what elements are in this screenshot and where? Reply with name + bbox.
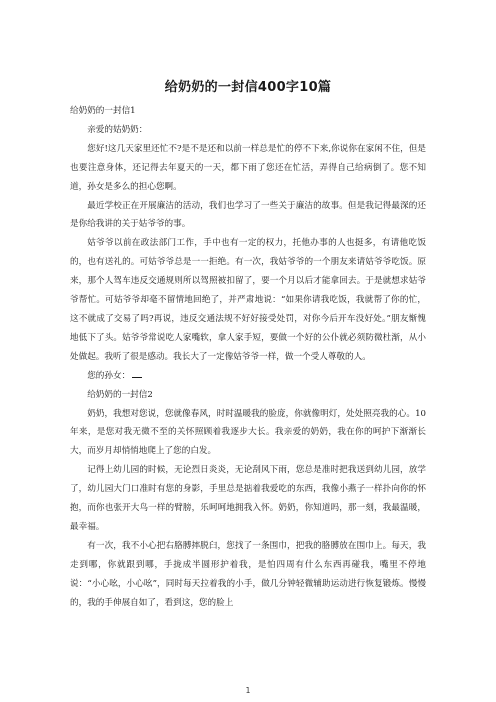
letter-heading: 给奶奶的一封信1	[70, 106, 136, 116]
document-title: 给奶奶的一封信400字10篇	[164, 80, 332, 95]
salutation: 亲爱的姑奶奶：	[87, 124, 148, 135]
body-paragraph: 奶奶，我想对您说，您就像春风，时时温暖我的脸庞，你就像明灯，处处照亮我的心。10年来，是您对我无微不至的关怀照顾着我逐步大长。我亲爱的奶奶，我在你的呵护下渐渐长大，而岁月却悄悄地爬上了您的白发。	[70, 408, 426, 457]
body-paragraph: 姑爷爷以前在政法部门工作，手中也有一定的权力，托他办事的人也挺多，有请他吃饭的，也有送礼的。可姑爷爷总是一一拒绝。有一次，我姑爷爷的一个朋友来请姑爷爷吃饭。原来，那个人驾车违反交通规则所以驾照被扣留了，要一个月以后才能拿回去。于是就想求姑爷爷帮忙。可姑爷爷却毫不留情地回绝了，并严肃地说：“如果你请我吃饭，我就帮了你的忙，这不就成了交易了吗?再说，违反交通法规不好好接受处罚，对你今后开车没好处。”朋友惭愧地低下了头。姑爷爷常说吃人家嘴软，拿人家手短，要做一个好的公仆就必须防微杜渐，从小处做起。我听了很是感动。我长大了一定像姑爷爷一样，做一个受人尊敬的人。	[70, 238, 426, 362]
body-paragraph: 您好!这几天家里还忙不?是不是还和以前一样总是忙的停不下来,你说你在家闲不住，但是也要注意身体，还记得去年夏天的一天，都下雨了您还在忙活，弄得自己给病倒了。您不知道，孙女是多么的担心您啊。	[70, 143, 426, 192]
signature-blank	[132, 368, 142, 378]
body-paragraph: 有一次，我不小心把右胳膊摔脱臼，您找了一条围巾，把我的胳膊放在围巾上。每天，我走到哪，你就跟到哪，手拢成半圆形护着我，是怕四周有什么东西再碰我，嘴里不停地说：“小心吆，小心吆”，同时每天拉着我的小手，做几分钟轻微辅助运动进行恢复锻炼。慢慢的，我的手伸展自如了，看到这，您的脸上	[70, 540, 426, 608]
body-paragraph: 记得上幼儿园的时候，无论烈日炎炎，无论刮风下雨，您总是准时把我送到幼儿园，放学了，幼儿园大门口准时有您的身影，手里总是掂着我爱吃的东西，我像小燕子一样扑向你的怀抱，而你也张开大鸟一样的臂膀，乐呵呵地拥我入怀。奶奶，你知道吗，那一刻，我最温暖，最幸福。	[70, 465, 426, 532]
signature-text: 您的孙女：	[87, 370, 131, 381]
page-number: 1	[245, 686, 251, 695]
document-body	[70, 102, 426, 612]
signature-line	[70, 367, 426, 386]
letter-heading: 给奶奶的一封信2	[87, 389, 153, 400]
body-paragraph: 最近学校正在开展廉洁的活动，我们也学习了一些关于廉洁的故事。但是我记得最深的还是你给我讲的关于姑爷爷的事。	[70, 200, 426, 230]
